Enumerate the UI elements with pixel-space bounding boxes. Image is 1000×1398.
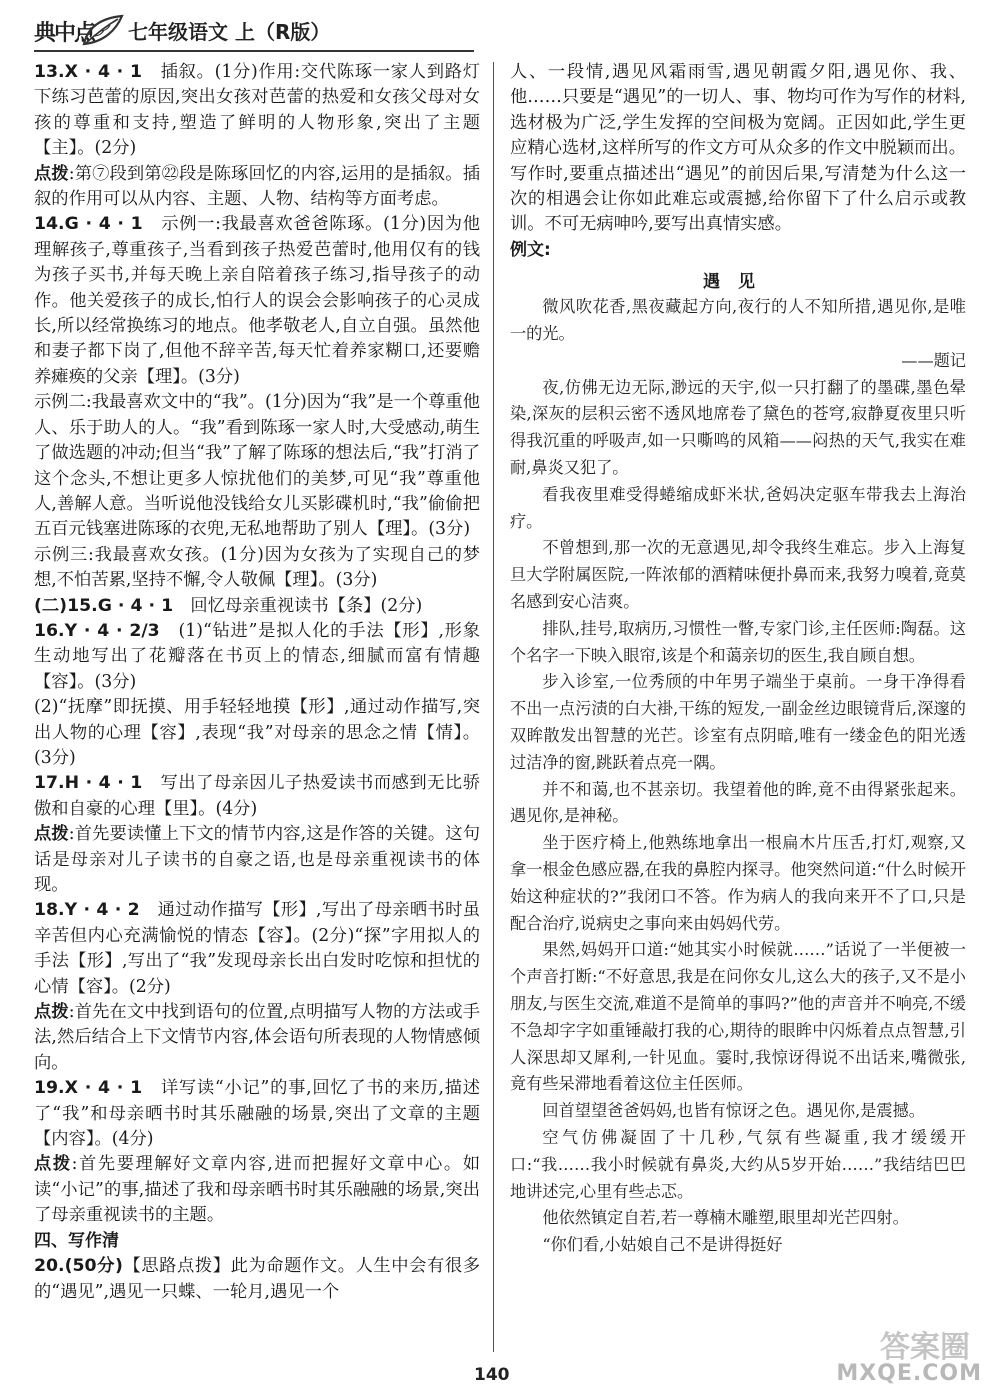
tip-label: 点拨 (34, 163, 69, 184)
tip-paragraph (34, 162, 480, 213)
essay-paragraph: 空气仿佛凝固了十几秒,气氛有些凝重,我才缓缓开口:“我……我小时候就有鼻炎,大约从5岁开始……”我结结巴巴地讲述完,心里有些忐忑。 (510, 1127, 966, 1201)
answer-item (34, 1076, 480, 1152)
essay-paragraph: 看我夜里难受得蜷缩成虾米状,爸妈决定驱车带我去上海治疗。 (510, 484, 966, 531)
left-column (34, 60, 480, 1360)
question-code: Y · 4 · 2/3 (64, 620, 160, 641)
question-number: 13. (34, 62, 65, 82)
question-code: X · 4 · 1 (64, 1078, 143, 1099)
question-code: Y · 4 · 2 (64, 900, 140, 921)
book-logo (34, 14, 126, 48)
leaf-icon (80, 14, 126, 48)
essay-paragraph: 步入诊室,一位秀颀的中年男子端坐于桌前。一身干净得看不出一点污渍的白大褂,干练的短发,一副金丝边眼镜背后,深邃的双眸散发出智慧的光芒。诊室有点阴暗,唯有一缕金色的阳光透过洁净的窗,跳跃着点亮一隅。 (510, 672, 966, 772)
answer-text: (1)“钻进”是拟人化的手法【形】,形象生动地写出了花瓣落在书页上的情态,细腻而富有情趣【容】。(3分) (34, 620, 480, 692)
essay-paragraph: 他依然镇定自若,若一尊楠木雕塑,眼里却光芒四射。 (542, 1208, 909, 1228)
essay-paragraph: 坐于医疗椅上,他熟练地拿出一根扁木片压舌,打灯,观察,又拿一根金色感应器,在我的鼻腔内探寻。他突然问道:“什么时候开始这种症状的?”我闭口不答。作为病人的我向来开不了口,只是配合治疗,说病史之事向来由妈妈代劳。 (510, 833, 966, 933)
tip-label: 点拨 (34, 824, 69, 845)
question-code: X · 4 · 1 (64, 62, 142, 82)
answer-text: 插叙。(1分)作用:交代陈琢一家人到路灯下练习芭蕾的原因,突出女孩对芭蕾的热爱和女孩父母对女孩的尊重和支持,塑造了鲜明的人物形象,突出了主题【主】。(2分) (34, 62, 480, 159)
question-number: 14. (34, 214, 65, 235)
answer-text: 写出了母亲因儿子热爱读书而感到无比骄傲和自豪的心理【里】。(4分) (34, 773, 480, 819)
essay-paragraph: 回首望望爸爸妈妈,也皆有惊讶之色。遇见你,是震撼。 (542, 1101, 925, 1121)
essay-paragraph: 排队,挂号,取病历,习惯性一瞥,专家门诊,主任医师:陶磊。这个名字一下映入眼帘,该是个和蔼亲切的医生,我自顾自想。 (510, 618, 966, 665)
tip-text: :首先要读懂上下文的情节内容,这是作答的关键。这句话是母亲对儿子读书的自豪之语,也是母亲重视读书的体现。 (34, 824, 480, 895)
answer-text: 详写读“小记”的事,回忆了书的来历,描述了“我”和母亲晒书时其乐融融的场景,突出了文章的主题【内容】。(4分) (34, 1078, 480, 1150)
essay-title: 遇见 (703, 272, 773, 293)
page-number: 140 (474, 1365, 510, 1385)
tip-paragraph (34, 1152, 480, 1228)
answer-item (34, 60, 480, 162)
tip-label: 点拨 (34, 1154, 72, 1175)
question-code: H · 4 · 1 (64, 773, 143, 794)
watermark-badge: 答案圈 (880, 1330, 970, 1365)
essay-paragraph: 并不和蔼,也不甚亲切。我望着他的眸,竟不由得紧张起来。遇见你,是神秘。 (510, 779, 966, 826)
right-column (510, 60, 966, 1360)
essay-paragraph: 夜,仿佛无边无际,渺远的天宇,似一只打翻了的墨碟,墨色晕染,深灰的层积云密不透风地席卷了黛色的苍穹,寂静夏夜里只听得我沉重的呼吸声,如一只嘶鸣的风箱——闷热的天气,我实在难耐,鼻炎又犯了。 (510, 377, 966, 478)
tip-paragraph (34, 1000, 480, 1076)
essay-paragraph: 不曾想到,那一次的无意遇见,却令我终生难忘。步入上海复旦大学附属医院,一阵浓郁的酒精味便扑鼻而来,我努力嗅着,竟莫名感到安心洁爽。 (510, 538, 966, 612)
answer-item (34, 212, 480, 390)
question-number: 17. (34, 773, 65, 794)
tip-text: :首先要理解好文章内容,进而把握好文章中心。如读“小记”的事,描述了我和母亲晒书时其乐融融的场景,突出了母亲重视读书的主题。 (34, 1154, 480, 1226)
book-title: 七年级语文 上（R版） (128, 20, 331, 44)
tip-text: :首先在文中找到语句的位置,点明描写人物的方法或手法,然后结合上下文情节内容,体会语句所表现的人物情感倾向。 (34, 1002, 480, 1073)
question-number: (二)15. (34, 595, 98, 616)
answer-text: 回忆母亲重视读书【条】(2分) (173, 595, 423, 616)
question-number: 20. (34, 1256, 65, 1277)
answer-item (34, 898, 480, 1000)
watermark-text: MXQE.COM (836, 1361, 982, 1386)
section-heading: 四、写作清 (34, 1230, 119, 1251)
tip-text: :第⑦段到第㉒段是陈琢回忆的内容,运用的是插叙。插叙的作用可以从内容、主题、人物、结构等方面考虑。 (34, 163, 480, 210)
example-label: 例文: (510, 239, 551, 260)
question-code: G · 4 · 1 (64, 214, 143, 235)
question-number: 19. (34, 1078, 65, 1099)
question-code: (50分) (64, 1256, 123, 1277)
answer-text: 通过动作描写【形】,写出了母亲晒书时虽辛苦但内心充满愉悦的情态【容】。(2分)“探”字用拟人的手法【形】,写出了“我”发现母亲长出白发时吃惊和担忧的心情【容】。(2分) (34, 900, 480, 997)
answer-text: 【思路点拨】此为命题作文。人生中会有很多的“遇见”,遇见一只蝶、一轮月,遇见一个 (34, 1256, 480, 1302)
answer-item (34, 1254, 480, 1305)
answer-paragraph: (2)“抚摩”即抚摸、用手轻轻地摸【形】,通过动作描写,突出人物的心理【容】,表现“我”对母亲的思念之情【情】。(3分) (34, 697, 480, 768)
answer-item (34, 771, 480, 822)
answer-text: 示例一:我最喜欢爸爸陈琢。(1分)因为他理解孩子,尊重孩子,当看到孩子热爱芭蕾时,他用仅有的钱为孩子买书,并每天晚上亲自陪着孩子练习,指导孩子的动作。他关爱孩子的成长,怕行人的误会会影响孩子的心灵成长,所以经常换练习的地点。他孝敬老人,自立自强。虽然他和妻子都下岗了,但他不辞辛苦,每天忙着养家糊口,还要赡养瘫痪的父亲【理】。(3分) (34, 214, 480, 387)
page-header (0, 0, 1000, 52)
answer-item (34, 619, 480, 695)
tip-label: 点拨 (34, 1002, 69, 1023)
essay-paragraph: 果然,妈妈开口道:“她其实小时候就……”话说了一半便被一个声音打断:“不好意思,我是在问你女儿,这么大的孩子,又不是小朋友,与医生交流,难道不是简单的事吗?”他的声音并不响亮,不缓不急却字字如重锤敲打我的心,期待的眼眸中闪烁着点点智慧,引人深思却又犀利,一针见血。霎时,我惊讶得说不出话来,嘴微张,竟有些呆滞地看着这位主任医师。 (510, 940, 966, 1094)
answer-item (34, 594, 480, 619)
essay-paragraph: 微风吹花香,黑夜藏起方向,夜行的人不知所措,遇见你,是唯一的光。 (510, 297, 966, 344)
logo-text: 典中点 (34, 21, 95, 46)
tip-paragraph (34, 822, 480, 898)
column-divider (493, 62, 494, 1352)
writing-guide-continued: 人、一段情,遇见风霜雨雪,遇见朝霞夕阳,遇见你、我、他……只要是“遇见”的一切人、事、物均可作为写作的材料,选材极为广泛,学生发挥的空间极为宽阔。正因如此,学生更应精心选材,这样所写的作文方可从众多的作文中脱颖而出。写作时,要重点描述出“遇见”的前因后果,写清楚为什么这一次的相遇会让你如此难忘或震撼,给你留下了什么启示或教训。不可无病呻吟,要写出真情实感。 (510, 62, 966, 235)
watermark (792, 1330, 982, 1386)
question-number: 16. (34, 620, 65, 641)
question-code: G · 4 · 1 (97, 595, 174, 616)
essay-epigraph-source: ——题记 (901, 350, 966, 370)
essay-body (510, 294, 966, 1259)
answer-paragraph: 示例二:我最喜欢文中的“我”。(1分)因为“我”是一个尊重他人、乐于助人的人。“我”看到陈琢一家人时,大受感动,萌生了做选题的冲动;但当“我”了解了陈琢的想法后,“我”打消了这个念头,不想让更多人惊扰他们的美梦,可见“我”尊重他人,善解人意。当听说他没钱给女儿买影碟机时,“我”偷偷把五百元钱塞进陈琢的衣兜,无私地帮助了别人【理】。(3分) (34, 392, 480, 540)
header-rule (34, 50, 474, 52)
essay-paragraph: “你们看,小姑娘自己不是讲得挺好 (542, 1235, 783, 1255)
answer-paragraph: 示例三:我最喜欢女孩。(1分)因为女孩为了实现自己的梦想,不怕苦累,坚持不懈,令人敬佩【理】。(3分) (34, 544, 480, 591)
question-number: 18. (34, 900, 65, 921)
